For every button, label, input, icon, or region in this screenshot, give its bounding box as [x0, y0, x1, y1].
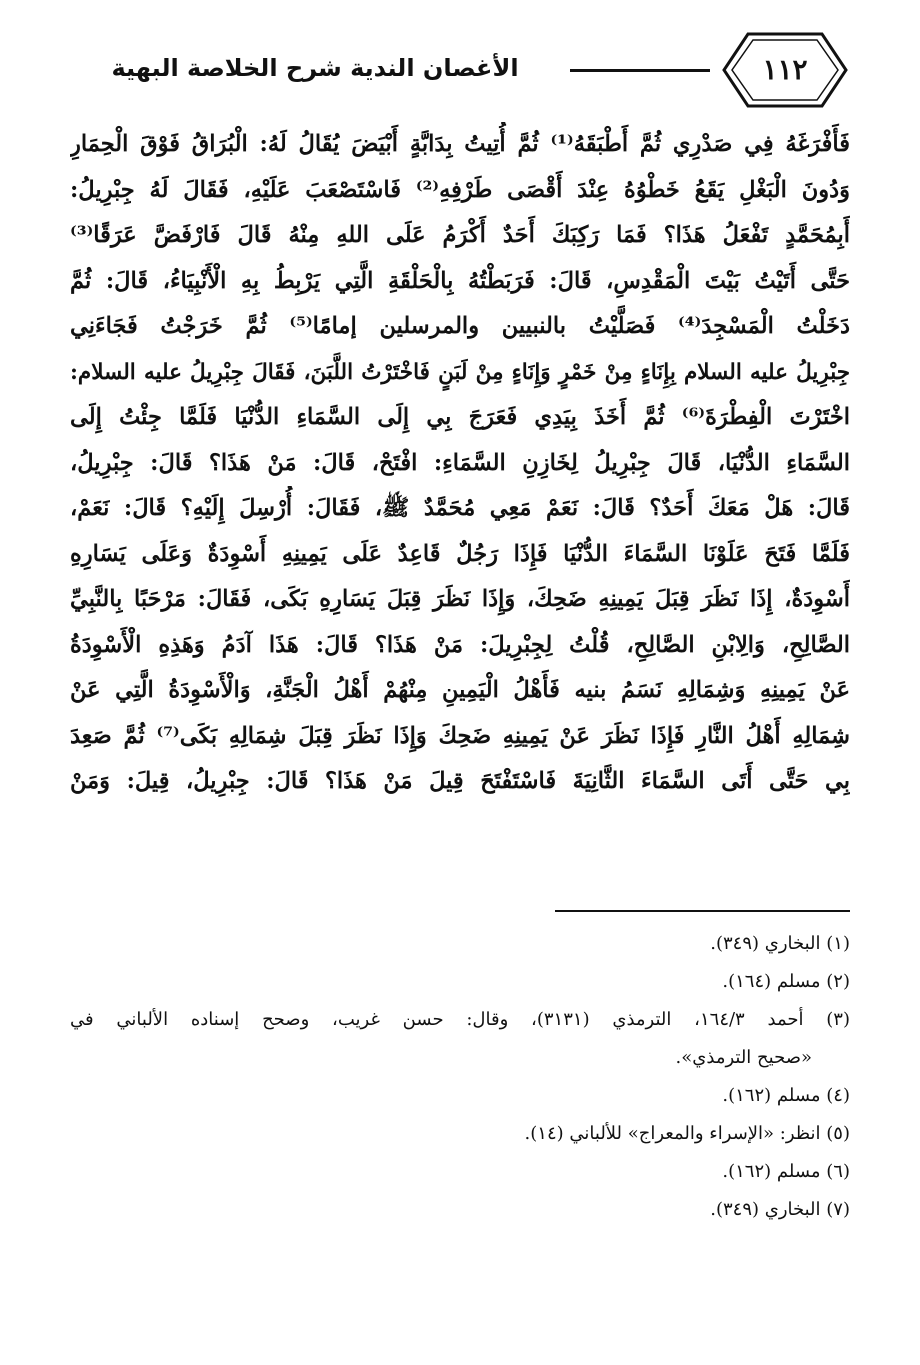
- text-line: حَتَّى أَتَيْتُ بَيْتَ الْمَقْدِسِ، قَالَ: فَرَبَطْتُهُ بِالْحَلْقَةِ الَّتِي يَرْبِطُ بِهِ الْأَنْبِيَاءُ، قَالَ: ثُمَّ: [70, 267, 850, 294]
- text-line: أَبِمُحَمَّدٍ تَفْعَلُ هَذَا؟ فَمَا رَكِبَكَ أَحَدٌ أَكْرَمُ عَلَى اللهِ مِنْهُ قَالَ فَارْفَضَّ عَرَقًا⁽³⁾: [70, 222, 850, 248]
- text-line: أَسْوِدَةٌ، إِذَا نَظَرَ قِبَلَ يَمِينِهِ ضَحِكَ، وَإِذَا نَظَرَ قِبَلَ يَسَارِهِ بَكَى، فَقَالَ: مَرْحَبًا بِالنَّبِيِّ: [70, 586, 850, 612]
- footnote-3: (٣) أحمد ١٦٤/٣، الترمذي (٣١٣١)، وقال: حسن غريب، وصحح إسناده الألباني في: [70, 1009, 850, 1030]
- text-line: الصَّالِحِ، وَالِابْنِ الصَّالِحِ، قُلْتُ لِجِبْرِيلَ: مَنْ هَذَا؟ قَالَ: هَذَا آدَمُ وَهَذِهِ الْأَسْوِدَةُ: [70, 631, 850, 658]
- running-title: الأغصان الندية شرح الخلاصة البهية: [111, 54, 519, 82]
- footnote-5: (٥) انظر: «الإسراء والمعراج» للألباني (١٤).: [524, 1123, 850, 1144]
- footnote-3-continuation: «صحيح الترمذي».: [675, 1047, 812, 1068]
- footnote-6: (٦) مسلم (١٦٢).: [722, 1161, 850, 1182]
- header-rule: [570, 69, 710, 72]
- text-line: وَدُونَ الْبَغْلِ يَقَعُ خَطْوُهُ عِنْدَ أَقْصَى طَرْفِهِ⁽²⁾ فَاسْتَصْعَبَ عَلَيْهِ، فَقَالَ لَهُ جِبْرِيلُ:: [70, 176, 850, 203]
- text-line: السَّمَاءِ الدُّنْيَا، قَالَ جِبْرِيلُ لِخَازِنِ السَّمَاءِ: افْتَحْ، قَالَ: مَنْ هَذَا؟ قَالَ: جِبْرِيلُ،: [70, 449, 850, 476]
- footnote-separator: [555, 910, 850, 912]
- text-line: عَنْ يَمِينِهِ وَشِمَالِهِ نَسَمُ بنيه فَأَهْلُ الْيَمِينِ مِنْهُمْ أَهْلُ الْجَنَّةِ، وَالْأَسْوِدَةُ الَّتِي عَنْ: [70, 677, 850, 703]
- text-line: قَالَ: هَلْ مَعَكَ أَحَدٌ؟ قَالَ: نَعَمْ مَعِي مُحَمَّدٌ ﷺ، فَقَالَ: أُرْسِلَ إِلَيْهِ؟ قَالَ: نَعَمْ،: [70, 495, 850, 521]
- text-line: دَخَلْتُ الْمَسْجِدَ⁽⁴⁾ فَصَلَّيْتُ بالنبيين والمرسلين إمامًا⁽⁵⁾ ثُمَّ خَرَجْتُ فَجَاءَنِي: [70, 313, 850, 339]
- page-header: [60, 30, 850, 110]
- text-line: اخْتَرْتَ الْفِطْرَةَ⁽⁶⁾ ثُمَّ أَخَذَ بِيَدِي فَعَرَجَ بِي إِلَى السَّمَاءِ الدُّنْيَا فَلَمَّا جِئْتُ إِلَى: [70, 404, 850, 430]
- text-line: جِبْرِيلُ عليه السلام بِإِنَاءٍ مِنْ خَمْرٍ وَإِنَاءٍ مِنْ لَبَنٍ فَاخْتَرْتُ اللَّبَنَ، فَقَالَ جِبْرِيلُ عليه السلام:: [70, 359, 850, 385]
- main-text: [70, 122, 850, 805]
- page-number: ١١٢: [762, 53, 808, 86]
- text-line: فَأَفْرَغَهُ فِي صَدْرِي ثُمَّ أَطْبَقَهُ⁽¹⁾ ثُمَّ أُتِيتُ بِدَابَّةٍ أَبْيَضَ يُقَالُ لَهُ: الْبُرَاقُ فَوْقَ الْحِمَارِ: [70, 131, 850, 157]
- footnote-2: (٢) مسلم (١٦٤).: [722, 971, 850, 992]
- footnote-4: (٤) مسلم (١٦٢).: [722, 1085, 850, 1106]
- text-line: فَلَمَّا فَتَحَ عَلَوْنَا السَّمَاءَ الدُّنْيَا فَإِذَا رَجُلٌ قَاعِدٌ عَلَى يَمِينِهِ أَسْوِدَةٌ وَعَلَى يَسَارِهِ: [70, 540, 850, 567]
- text-line: بِي حَتَّى أَتَى السَّمَاءَ الثَّانِيَةَ فَاسْتَفْتَحَ قِيلَ مَنْ هَذَا؟ قَالَ: جِبْرِيلُ، قِيلَ: وَمَنْ: [70, 768, 850, 794]
- text-line: شِمَالِهِ أَهْلُ النَّارِ فَإِذَا نَظَرَ عَنْ يَمِينِهِ ضَحِكَ وَإِذَا نَظَرَ قِبَلَ شِمَالِهِ بَكَى⁽⁷⁾ ثُمَّ صَعِدَ: [70, 722, 850, 749]
- footnote-1: (١) البخاري (٣٤٩).: [710, 933, 850, 954]
- footnote-7: (٧) البخاري (٣٤٩).: [710, 1199, 850, 1220]
- footnotes: [70, 925, 850, 1229]
